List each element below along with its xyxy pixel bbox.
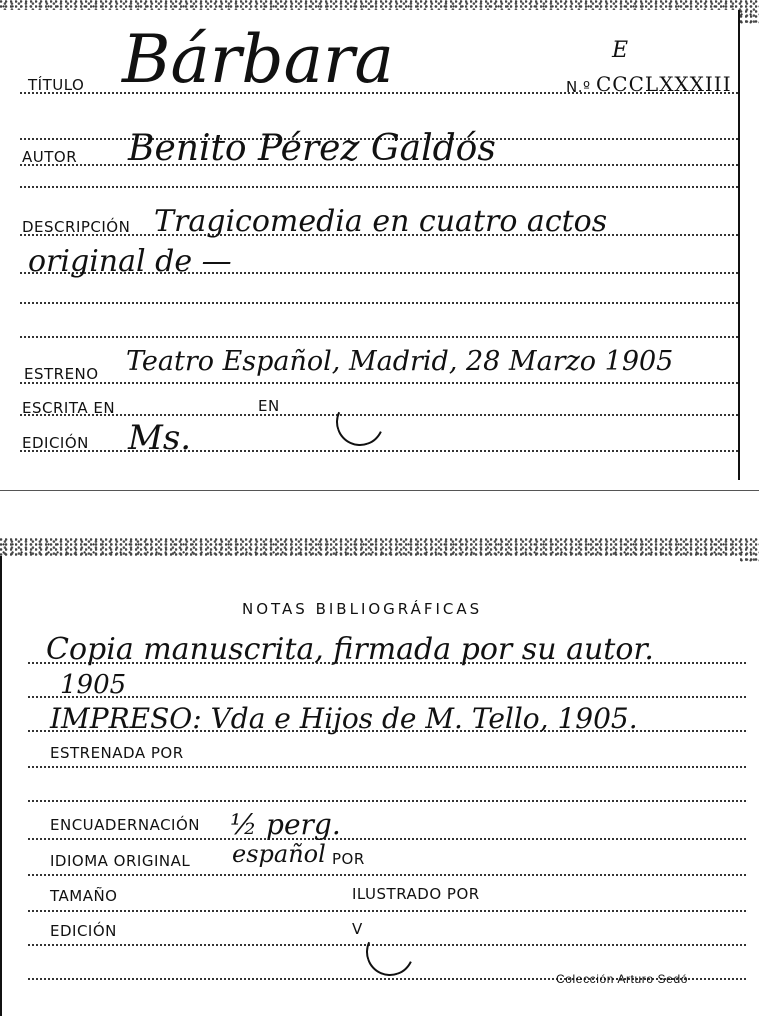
rule-4 <box>20 336 738 338</box>
catalog-card-back <box>0 556 740 1016</box>
escrita-label: ESCRITA EN <box>22 399 116 417</box>
card-separator <box>0 490 759 491</box>
ilustrado-label: ILUSTRADO POR <box>352 885 480 903</box>
idioma-por: POR <box>332 850 365 868</box>
titulo-label: TÍTULO <box>28 76 85 94</box>
rule-idioma <box>28 874 746 876</box>
numero-mark: E <box>612 38 629 63</box>
edicion2-mark: V <box>352 920 363 938</box>
rule-encuadernacion <box>28 838 746 840</box>
edicion2-label: EDICIÓN <box>50 922 117 940</box>
titulo-value: Bárbara <box>122 21 394 98</box>
rule-5 <box>28 800 746 802</box>
rule-3 <box>20 302 738 304</box>
stamp-mark <box>329 391 391 453</box>
tamano-label: TAMAÑO <box>50 887 118 905</box>
footer-collection: Colección Arturo Sedó <box>555 972 688 986</box>
descripcion-label: DESCRIPCIÓN <box>22 218 131 236</box>
encuadernacion-value: ½ perg. <box>230 808 341 841</box>
autor-label: AUTOR <box>22 148 78 166</box>
rule-2 <box>20 186 738 188</box>
catalog-card-front <box>0 10 740 480</box>
numero-value: CCCLXXXIII <box>596 72 732 96</box>
nota-line1: Copia manuscrita, firmada por su autor. <box>46 632 654 667</box>
descripcion-line1: Tragicomedia en cuatro actos <box>154 204 608 239</box>
idioma-label: IDIOMA ORIGINAL <box>50 852 191 870</box>
rule-estreno <box>20 382 738 384</box>
stamp-mark-2 <box>359 921 421 983</box>
notas-heading: NOTAS BIBLIOGRÁFICAS <box>242 600 483 618</box>
estreno-label: ESTRENO <box>24 365 99 383</box>
rule-nota2 <box>28 696 746 698</box>
estrenada-label: ESTRENADA POR <box>50 744 184 762</box>
edicion-label: EDICIÓN <box>22 434 89 452</box>
encuadernacion-label: ENCUADERNACIÓN <box>50 816 201 834</box>
estreno-value: Teatro Español, Madrid, 28 Marzo 1905 <box>126 346 674 377</box>
rule-tamano <box>28 910 746 912</box>
nota-line2: 1905 <box>60 670 127 700</box>
edicion-value: Ms. <box>128 418 192 458</box>
en-label: EN <box>258 397 280 415</box>
rule-estrenada <box>28 766 746 768</box>
numero-label: N.º <box>566 78 591 96</box>
autor-value: Benito Pérez Galdós <box>128 128 496 169</box>
idioma-value: español <box>232 840 326 868</box>
descripcion-line2: original de — <box>28 244 232 279</box>
nota-line3: IMPRESO: Vda e Hijos de M. Tello, 1905. <box>50 702 638 735</box>
